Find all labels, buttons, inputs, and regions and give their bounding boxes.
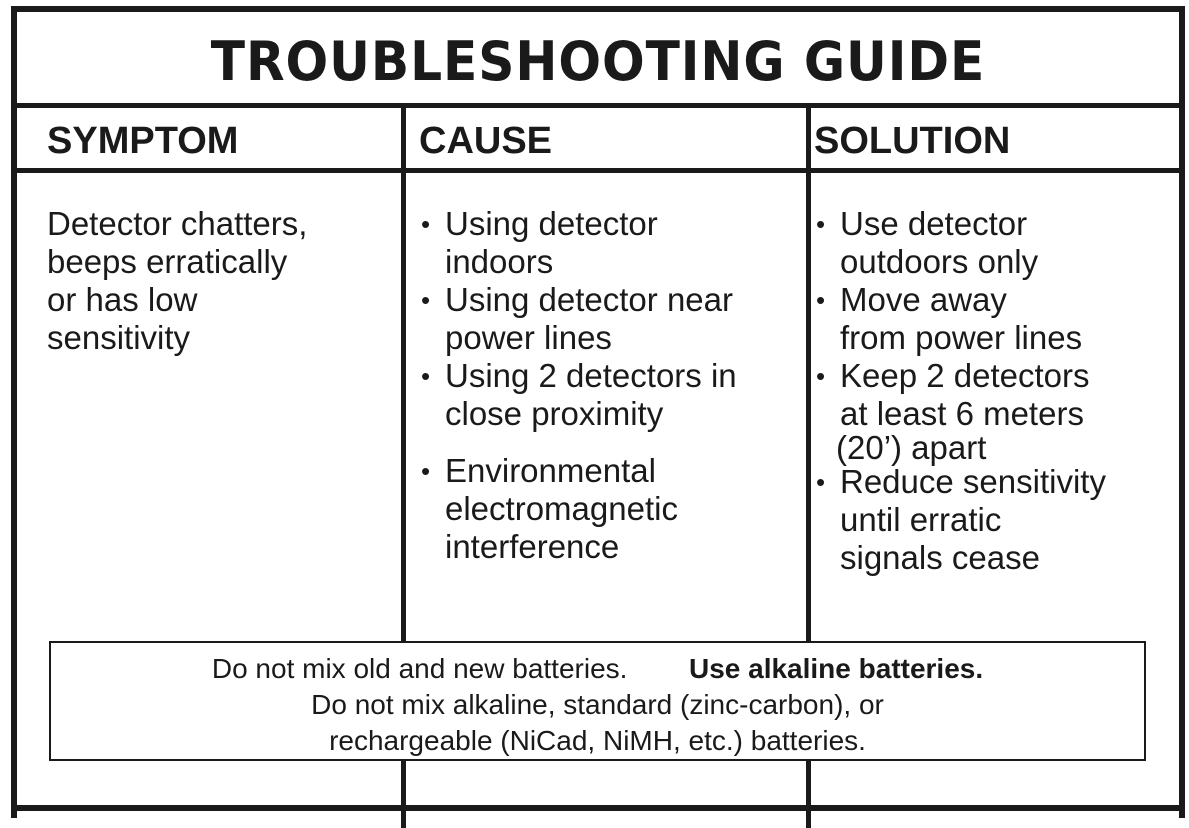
- bullet-icon: •: [816, 209, 826, 239]
- bottom-border: [11, 805, 1185, 811]
- solution-line: (20’) apart: [836, 429, 987, 466]
- bullet-icon: •: [421, 361, 431, 391]
- solution-line: Keep 2 detectors: [840, 357, 1090, 394]
- solution-cell: [814, 205, 1184, 577]
- note-bold-text: Use alkaline batteries.: [688, 653, 984, 684]
- cause-line: Using detector: [445, 205, 658, 242]
- symptom-cell: [47, 205, 387, 357]
- cause-line: Using detector near: [445, 281, 733, 318]
- solution-item: [814, 463, 1184, 577]
- solution-line: Use detector: [840, 205, 1028, 242]
- cause-line: electromagnetic: [445, 490, 678, 527]
- symptom-line: beeps erratically: [47, 243, 288, 280]
- bullet-icon: •: [816, 361, 826, 391]
- solution-item: [814, 281, 1184, 357]
- solution-item: [814, 357, 1184, 467]
- note-line-1: [51, 651, 1144, 687]
- header-row: [17, 108, 1179, 173]
- symptom-line: or has low: [47, 281, 198, 318]
- symptom-line: sensitivity: [47, 319, 191, 356]
- note-normal-text: Do not mix old and new batteries.: [211, 653, 628, 684]
- cause-header: CAUSE: [419, 120, 553, 162]
- note-line-3: rechargeable (NiCad, NiMH, etc.) batteries.: [329, 725, 866, 756]
- cause-line: interference: [445, 528, 620, 565]
- solution-line: from power lines: [840, 319, 1083, 356]
- bullet-icon: •: [816, 285, 826, 315]
- solution-item: [814, 205, 1184, 281]
- cause-item: [419, 205, 801, 281]
- solution-line: signals cease: [840, 539, 1040, 576]
- note-line-2: Do not mix alkaline, standard (zinc-carbon), or: [311, 689, 884, 720]
- solution-header: SOLUTION: [814, 120, 1011, 162]
- cause-item: [419, 452, 801, 566]
- cause-line: Using 2 detectors in: [445, 357, 737, 394]
- page-title: TROUBLESHOOTING GUIDE: [210, 30, 986, 93]
- cause-cell: [419, 205, 801, 566]
- solution-line: until erratic: [840, 501, 1002, 538]
- solution-line: outdoors only: [840, 243, 1039, 280]
- bullet-icon: •: [421, 456, 431, 486]
- bullet-icon: •: [421, 285, 431, 315]
- solution-line: Reduce sensitivity: [840, 463, 1106, 500]
- symptom-header: SYMPTOM: [47, 120, 239, 162]
- cause-line: Environmental: [445, 452, 656, 489]
- cause-item: [419, 281, 801, 357]
- cause-line: indoors: [445, 243, 554, 280]
- cause-item: [419, 357, 801, 433]
- cause-line: power lines: [445, 319, 612, 356]
- bullet-icon: •: [816, 467, 826, 497]
- solution-line: at least 6 meters: [840, 395, 1084, 432]
- solution-line: Move away: [840, 281, 1007, 318]
- title-row: [17, 12, 1179, 108]
- battery-note-box: [49, 641, 1146, 761]
- symptom-line: Detector chatters,: [47, 205, 308, 242]
- bullet-icon: •: [421, 209, 431, 239]
- cause-line: close proximity: [445, 395, 664, 432]
